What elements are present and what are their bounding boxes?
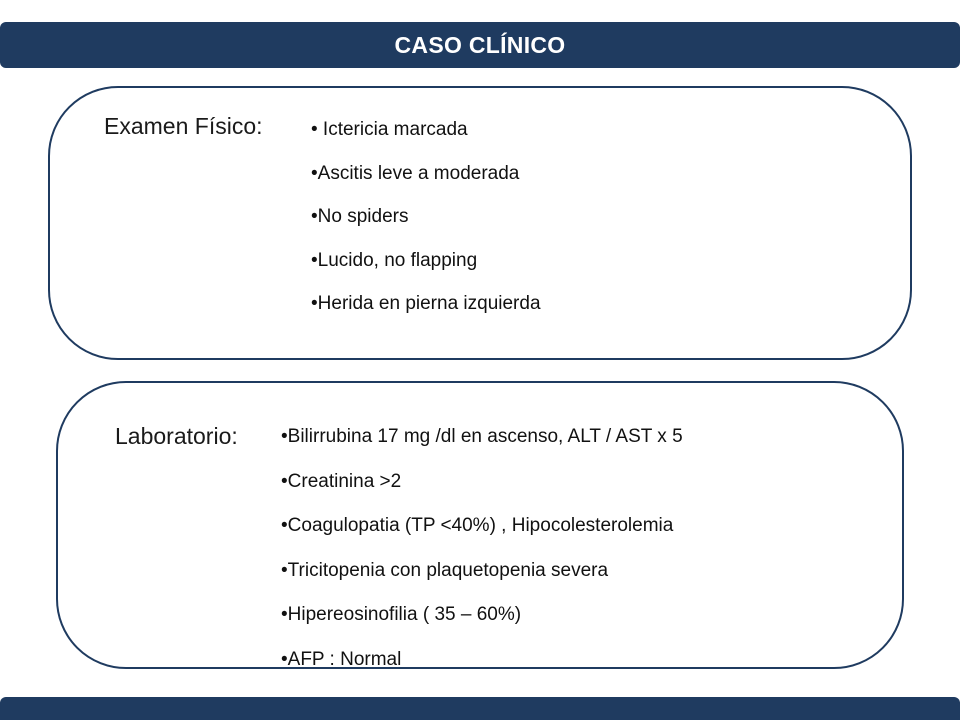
- list-item: •Coagulopatia (TP <40%) , Hipocolesterolemia: [281, 515, 674, 537]
- slide-title: CASO CLÍNICO: [394, 31, 566, 58]
- laboratory-label: Laboratorio:: [115, 423, 238, 449]
- list-item: •Hipereosinofilia ( 35 – 60%): [281, 604, 522, 626]
- title-bar: [0, 22, 960, 68]
- list-item: •Ascitis leve a moderada: [311, 162, 520, 184]
- list-item: •No spiders: [311, 206, 409, 227]
- list-item: •Herida en pierna izquierda: [311, 293, 541, 314]
- list-item: •AFP : Normal: [281, 648, 402, 670]
- list-item: •Tricitopenia con plaquetopenia severa: [281, 559, 609, 581]
- physical-exam-list: [311, 118, 541, 336]
- physical-exam-label: Examen Físico:: [104, 113, 263, 139]
- list-item: • Ictericia marcada: [311, 119, 468, 140]
- laboratory-list: [281, 425, 683, 693]
- footer-bar: [0, 697, 960, 720]
- list-item: •Bilirrubina 17 mg /dl en ascenso, ALT / AST x 5: [281, 426, 683, 447]
- list-item: •Lucido, no flapping: [311, 249, 478, 271]
- list-item: •Creatinina >2: [281, 470, 402, 492]
